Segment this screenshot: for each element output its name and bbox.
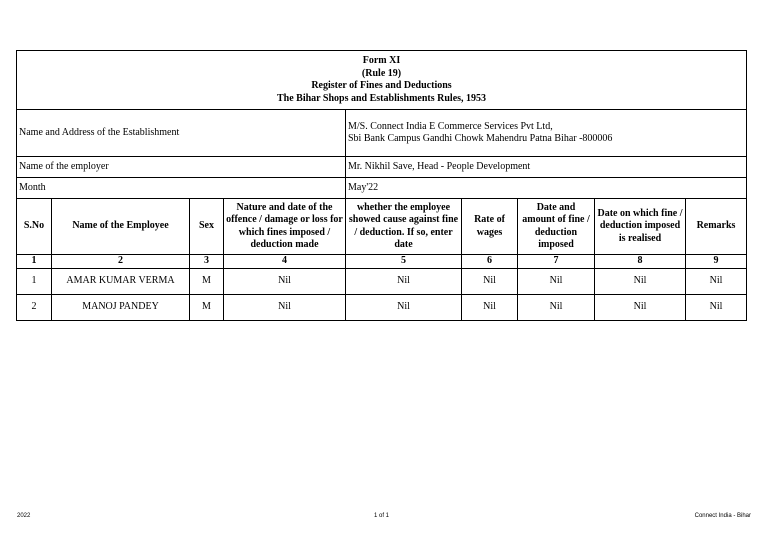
month-value: May'22 — [346, 178, 747, 199]
column-number: 2 — [52, 255, 190, 269]
column-number: 8 — [595, 255, 686, 269]
header-fine-realised: Date on which fine / deduction imposed is realised — [595, 199, 686, 255]
cell-remarks: Nil — [686, 268, 747, 294]
cell-employee-name: AMAR KUMAR VERMA — [52, 268, 190, 294]
form-subtitle: Register of Fines and Deductions — [311, 80, 452, 91]
form-title: Form XI — [362, 55, 401, 66]
cell-fine-amount: Nil — [518, 294, 595, 320]
column-number: 1 — [17, 255, 52, 269]
establishment-value — [346, 110, 747, 157]
header-sno: S.No — [17, 199, 52, 255]
column-number: 9 — [686, 255, 747, 269]
header-fine-amount: Date and amount of fine / deduction imposed — [518, 199, 595, 255]
fines-register-table — [16, 50, 747, 321]
cell-sno: 2 — [17, 294, 52, 320]
form-title-block — [17, 51, 747, 110]
column-number: 6 — [462, 255, 518, 269]
header-show-cause: whether the employee showed cause against fine / deduction. If so, enter date — [346, 199, 462, 255]
establishment-name: M/S. Connect India E Commerce Services Pvt Ltd, — [348, 120, 553, 132]
cell-fine-realised: Nil — [595, 268, 686, 294]
header-sex: Sex — [190, 199, 224, 255]
employer-value: Mr. Nikhil Save, Head - People Development — [346, 157, 747, 178]
establishment-label: Name and Address of the Establishment — [17, 110, 346, 157]
employer-label: Name of the employer — [17, 157, 346, 178]
cell-remarks: Nil — [686, 294, 747, 320]
month-label: Month — [17, 178, 346, 199]
header-remarks: Remarks — [686, 199, 747, 255]
cell-sno: 1 — [17, 268, 52, 294]
footer-page-number: 1 of 1 — [374, 513, 390, 519]
column-number: 3 — [190, 255, 224, 269]
header-rate-wages: Rate of wages — [462, 199, 518, 255]
form-act: The Bihar Shops and Establishments Rules, 1953 — [276, 92, 487, 104]
footer-year: 2022 — [17, 513, 31, 519]
column-number: 5 — [346, 255, 462, 269]
cell-show-cause: Nil — [346, 294, 462, 320]
establishment-address: Sbi Bank Campus Gandhi Chowk Mahendru Patna Bihar -800006 — [348, 133, 613, 144]
cell-employee-name: MANOJ PANDEY — [52, 294, 190, 320]
header-employee-name: Name of the Employee — [52, 199, 190, 255]
header-nature-offence: Nature and date of the offence / damage or loss for which fines imposed / deduction made — [224, 199, 346, 255]
form-rule: (Rule 19) — [361, 67, 402, 79]
cell-rate-wages: Nil — [462, 294, 518, 320]
table-row — [17, 268, 747, 294]
cell-fine-amount: Nil — [518, 268, 595, 294]
footer-company: Connect India - Bihar — [694, 513, 751, 519]
cell-fine-realised: Nil — [595, 294, 686, 320]
column-number: 7 — [518, 255, 595, 269]
column-number: 4 — [224, 255, 346, 269]
cell-nature-offence: Nil — [224, 268, 346, 294]
cell-show-cause: Nil — [346, 268, 462, 294]
table-row — [17, 294, 747, 320]
cell-sex: M — [190, 268, 224, 294]
cell-nature-offence: Nil — [224, 294, 346, 320]
cell-sex: M — [190, 294, 224, 320]
cell-rate-wages: Nil — [462, 268, 518, 294]
